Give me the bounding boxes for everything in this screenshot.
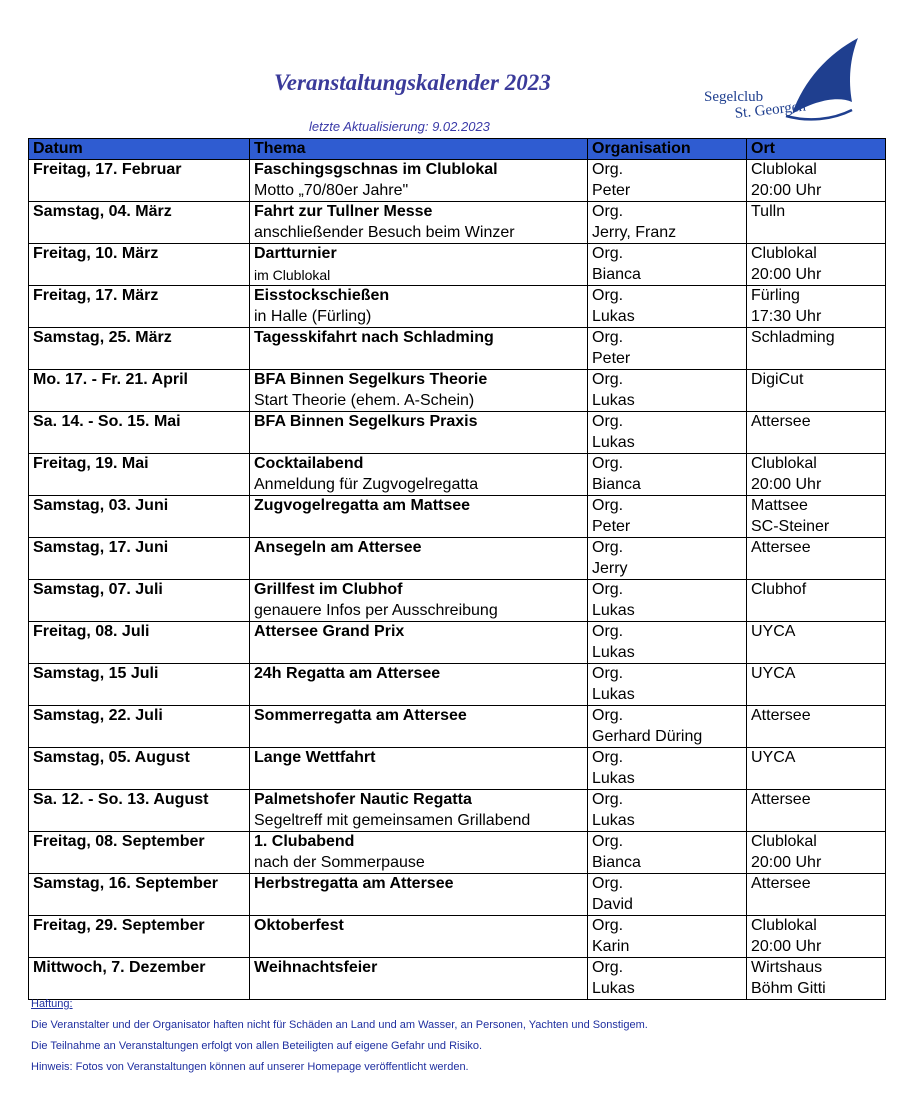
- event-date-cell: [29, 706, 250, 748]
- event-topic-cell: [250, 496, 588, 538]
- table-row: [29, 244, 886, 286]
- org-label: Org.: [592, 623, 624, 640]
- event-place-detail: [751, 895, 881, 916]
- event-date-cell: [29, 202, 250, 244]
- table-row: [29, 328, 886, 370]
- org-label: Org.: [592, 413, 624, 430]
- event-topic-detail: [254, 517, 583, 538]
- logo-text-bottom: St. Georgen: [734, 98, 807, 122]
- event-date-cell: [29, 244, 250, 286]
- event-organisation-cell: [588, 832, 747, 874]
- event-date: Samstag, 05. August: [33, 749, 190, 766]
- table-row: [29, 580, 886, 622]
- column-header-place: Ort: [747, 139, 886, 160]
- event-place-detail: SC-Steiner: [751, 517, 830, 535]
- org-name: Peter: [592, 349, 631, 367]
- logo-text-top: Segelclub: [704, 89, 764, 105]
- event-date-cell: [29, 286, 250, 328]
- table-row: [29, 286, 886, 328]
- event-place: Wirtshaus: [751, 959, 823, 976]
- event-date: Mo. 17. - Fr. 21. April: [33, 371, 188, 388]
- event-date: Freitag, 17. Februar: [33, 161, 182, 178]
- event-date: Samstag, 04. März: [33, 203, 172, 220]
- event-place-cell: [747, 454, 886, 496]
- event-date-cell: [29, 958, 250, 1000]
- event-date: Samstag, 07. Juli: [33, 581, 163, 598]
- event-topic-detail: Start Theorie (ehem. A-Schein): [254, 391, 475, 409]
- event-place: Clublokal: [751, 455, 817, 472]
- event-topic-cell: [250, 664, 588, 706]
- event-place-detail: 17:30 Uhr: [751, 307, 822, 325]
- event-date: Freitag, 19. Mai: [33, 455, 149, 472]
- event-topic-detail: [254, 559, 583, 580]
- event-organisation-cell: [588, 286, 747, 328]
- org-label: Org.: [592, 791, 624, 808]
- table-row: [29, 958, 886, 1000]
- org-name: Lukas: [592, 685, 635, 703]
- table-row: [29, 916, 886, 958]
- event-place: Clublokal: [751, 161, 817, 178]
- event-topic-cell: [250, 874, 588, 916]
- table-row: [29, 664, 886, 706]
- table-row: [29, 202, 886, 244]
- event-topic: Faschingsgschnas im Clublokal: [254, 161, 498, 178]
- org-name: Peter: [592, 517, 631, 535]
- event-topic: Fahrt zur Tullner Messe: [254, 203, 433, 220]
- event-place-cell: [747, 916, 886, 958]
- event-organisation-cell: [588, 454, 747, 496]
- table-row: [29, 538, 886, 580]
- event-topic-detail: Anmeldung für Zugvogelregatta: [254, 475, 479, 493]
- event-place-detail: [751, 685, 881, 706]
- event-place: Clublokal: [751, 833, 817, 850]
- table-row: [29, 790, 886, 832]
- event-topic-detail: [254, 727, 583, 748]
- event-topic-detail: Motto „70/80er Jahre": [254, 181, 409, 199]
- event-topic-cell: [250, 328, 588, 370]
- event-topic: Cocktailabend: [254, 455, 364, 472]
- event-place-cell: [747, 202, 886, 244]
- liability-heading: Haftung:: [31, 998, 73, 1010]
- event-place-detail: 20:00 Uhr: [751, 181, 822, 199]
- event-place-detail: [751, 391, 881, 412]
- org-name: Lukas: [592, 433, 635, 451]
- event-place: UYCA: [751, 749, 796, 766]
- event-date: Freitag, 29. September: [33, 917, 205, 934]
- event-date: Samstag, 22. Juli: [33, 707, 163, 724]
- org-name: Lukas: [592, 307, 635, 325]
- event-organisation-cell: [588, 244, 747, 286]
- event-topic: 1. Clubabend: [254, 833, 355, 850]
- event-topic-detail: [254, 937, 583, 958]
- org-name: Lukas: [592, 601, 635, 619]
- event-organisation-cell: [588, 412, 747, 454]
- org-name: Gerhard Düring: [592, 727, 703, 745]
- event-date: Samstag, 03. Juni: [33, 497, 169, 514]
- event-place-cell: [747, 706, 886, 748]
- table-header-row: [29, 139, 886, 160]
- event-place-detail: [751, 601, 881, 622]
- event-place-detail: [751, 643, 881, 664]
- event-organisation-cell: [588, 958, 747, 1000]
- org-label: Org.: [592, 581, 624, 598]
- event-place-cell: [747, 832, 886, 874]
- event-topic-detail: [254, 349, 583, 370]
- participation-text: Die Teilnahme an Veranstaltungen erfolgt von allen Beteiligten auf eigene Gefahr und Risiko.: [31, 1040, 483, 1052]
- event-place-detail: [751, 349, 881, 370]
- event-place-detail: [751, 223, 881, 244]
- event-place-detail: 20:00 Uhr: [751, 475, 822, 493]
- event-place: Clublokal: [751, 917, 817, 934]
- event-topic: Dartturnier: [254, 245, 337, 262]
- table-row: [29, 160, 886, 202]
- table-row: [29, 412, 886, 454]
- table-row: [29, 496, 886, 538]
- org-label: Org.: [592, 665, 624, 682]
- event-place-cell: [747, 622, 886, 664]
- event-place-detail: [751, 811, 881, 832]
- event-date: Sa. 12. - So. 13. August: [33, 791, 209, 808]
- event-topic-cell: [250, 160, 588, 202]
- event-date-cell: [29, 664, 250, 706]
- org-name: Lukas: [592, 979, 635, 997]
- event-date: Freitag, 08. Juli: [33, 623, 150, 640]
- org-name: Peter: [592, 181, 631, 199]
- event-date-cell: [29, 622, 250, 664]
- org-name: Jerry: [592, 559, 628, 577]
- event-topic: Grillfest im Clubhof: [254, 581, 403, 598]
- table-row: [29, 622, 886, 664]
- event-topic-detail: im Clublokal: [254, 266, 331, 283]
- event-date: Samstag, 16. September: [33, 875, 218, 892]
- org-label: Org.: [592, 539, 624, 556]
- event-place-cell: [747, 328, 886, 370]
- event-place: Mattsee: [751, 497, 808, 514]
- event-place-detail: [751, 433, 881, 454]
- event-topic-cell: [250, 790, 588, 832]
- event-topic-detail: [254, 643, 583, 664]
- event-topic-cell: [250, 202, 588, 244]
- event-topic-detail: anschließender Besuch beim Winzer: [254, 223, 515, 241]
- event-place-cell: [747, 958, 886, 1000]
- org-label: Org.: [592, 455, 624, 472]
- event-topic: Lange Wettfahrt: [254, 749, 376, 766]
- event-topic: Eisstockschießen: [254, 287, 390, 304]
- org-label: Org.: [592, 959, 624, 976]
- event-organisation-cell: [588, 328, 747, 370]
- org-name: Karin: [592, 937, 630, 955]
- event-date-cell: [29, 832, 250, 874]
- org-label: Org.: [592, 917, 624, 934]
- event-place: Attersee: [751, 875, 811, 892]
- event-topic-cell: [250, 622, 588, 664]
- event-place-detail: 20:00 Uhr: [751, 937, 822, 955]
- event-place-detail: [751, 769, 881, 790]
- org-label: Org.: [592, 833, 624, 850]
- event-topic: BFA Binnen Segelkurs Theorie: [254, 371, 488, 388]
- event-place-cell: [747, 538, 886, 580]
- event-date: Samstag, 25. März: [33, 329, 172, 346]
- club-logo: [700, 30, 865, 130]
- column-header-organisation: Organisation: [588, 139, 747, 160]
- event-topic-cell: [250, 748, 588, 790]
- event-date-cell: [29, 916, 250, 958]
- event-date: Samstag, 15 Juli: [33, 665, 159, 682]
- event-organisation-cell: [588, 496, 747, 538]
- event-place-cell: [747, 412, 886, 454]
- event-place-cell: [747, 370, 886, 412]
- event-topic-detail: nach der Sommerpause: [254, 853, 425, 871]
- photo-notice-text: Hinweis: Fotos von Veranstaltungen können auf unserer Homepage veröffentlicht werden.: [31, 1061, 469, 1073]
- event-date-cell: [29, 748, 250, 790]
- event-date: Sa. 14. - So. 15. Mai: [33, 413, 181, 430]
- event-place: Fürling: [751, 287, 800, 304]
- table-body: [29, 160, 886, 1000]
- event-place: Clubhof: [751, 581, 807, 598]
- page-title: Veranstaltungskalender 2023: [274, 70, 551, 95]
- event-topic-cell: [250, 958, 588, 1000]
- event-date: Samstag, 17. Juni: [33, 539, 169, 556]
- event-topic: Zugvogelregatta am Mattsee: [254, 497, 471, 514]
- event-place: UYCA: [751, 665, 796, 682]
- event-date-cell: [29, 874, 250, 916]
- event-organisation-cell: [588, 370, 747, 412]
- event-date-cell: [29, 454, 250, 496]
- table-row: [29, 874, 886, 916]
- event-place-cell: [747, 160, 886, 202]
- event-place-cell: [747, 664, 886, 706]
- event-organisation-cell: [588, 790, 747, 832]
- table-row: [29, 748, 886, 790]
- event-date: Freitag, 08. September: [33, 833, 205, 850]
- event-organisation-cell: [588, 202, 747, 244]
- org-name: Lukas: [592, 643, 635, 661]
- org-name: Lukas: [592, 811, 635, 829]
- event-organisation-cell: [588, 580, 747, 622]
- table-row: [29, 706, 886, 748]
- event-date: Freitag, 10. März: [33, 245, 159, 262]
- event-place-detail: 20:00 Uhr: [751, 853, 822, 871]
- event-date-cell: [29, 160, 250, 202]
- event-place-detail: [751, 727, 881, 748]
- org-label: Org.: [592, 371, 624, 388]
- event-topic: 24h Regatta am Attersee: [254, 665, 441, 682]
- event-organisation-cell: [588, 748, 747, 790]
- event-topic-detail: [254, 895, 583, 916]
- liability-text: Die Veranstalter und der Organisator haften nicht für Schäden an Land und am Wasser, an Personen, Yachten und Sonstigem.: [31, 1019, 648, 1031]
- event-organisation-cell: [588, 874, 747, 916]
- event-place-cell: [747, 874, 886, 916]
- event-topic-detail: [254, 979, 583, 1000]
- event-place-cell: [747, 244, 886, 286]
- event-date-cell: [29, 496, 250, 538]
- event-date-cell: [29, 328, 250, 370]
- event-topic-cell: [250, 412, 588, 454]
- event-organisation-cell: [588, 706, 747, 748]
- org-label: Org.: [592, 287, 624, 304]
- event-topic-detail: [254, 769, 583, 790]
- event-place-cell: [747, 748, 886, 790]
- org-name: Bianca: [592, 265, 641, 283]
- event-place: UYCA: [751, 623, 796, 640]
- event-place: Attersee: [751, 539, 811, 556]
- event-organisation-cell: [588, 538, 747, 580]
- table-row: [29, 454, 886, 496]
- event-calendar-table: [28, 138, 886, 1000]
- event-topic-cell: [250, 538, 588, 580]
- event-topic: Sommerregatta am Attersee: [254, 707, 467, 724]
- org-name: Lukas: [592, 769, 635, 787]
- event-place: Attersee: [751, 413, 811, 430]
- event-date-cell: [29, 580, 250, 622]
- org-label: Org.: [592, 497, 624, 514]
- org-label: Org.: [592, 203, 624, 220]
- event-organisation-cell: [588, 664, 747, 706]
- event-place-detail: Böhm Gitti: [751, 979, 826, 997]
- event-topic-cell: [250, 454, 588, 496]
- column-header-date: Datum: [29, 139, 250, 160]
- event-date-cell: [29, 538, 250, 580]
- org-label: Org.: [592, 875, 624, 892]
- event-topic-cell: [250, 916, 588, 958]
- event-place: Attersee: [751, 791, 811, 808]
- table-row: [29, 370, 886, 412]
- event-place: Schladming: [751, 329, 835, 346]
- event-date-cell: [29, 370, 250, 412]
- event-place: Attersee: [751, 707, 811, 724]
- event-place: Tulln: [751, 203, 786, 220]
- event-topic-cell: [250, 286, 588, 328]
- event-organisation-cell: [588, 160, 747, 202]
- event-topic: Palmetshofer Nautic Regatta: [254, 791, 472, 808]
- event-topic-cell: [250, 244, 588, 286]
- event-organisation-cell: [588, 622, 747, 664]
- event-topic: Tagesskifahrt nach Schladming: [254, 329, 494, 346]
- event-date: Mittwoch, 7. Dezember: [33, 959, 206, 976]
- event-topic-cell: [250, 832, 588, 874]
- org-label: Org.: [592, 245, 624, 262]
- event-topic: Herbstregatta am Attersee: [254, 875, 454, 892]
- event-topic-detail: [254, 685, 583, 706]
- event-topic: Ansegeln am Attersee: [254, 539, 422, 556]
- event-organisation-cell: [588, 916, 747, 958]
- column-header-topic: Thema: [250, 139, 588, 160]
- event-place-detail: [751, 559, 881, 580]
- event-place-cell: [747, 286, 886, 328]
- event-topic: Weihnachtsfeier: [254, 959, 378, 976]
- event-topic: Attersee Grand Prix: [254, 623, 405, 640]
- event-topic: Oktoberfest: [254, 917, 344, 934]
- event-place-cell: [747, 580, 886, 622]
- event-date: Freitag, 17. März: [33, 287, 159, 304]
- event-topic-detail: [254, 433, 583, 454]
- event-place: Clublokal: [751, 245, 817, 262]
- event-topic-detail: Segeltreff mit gemeinsamen Grillabend: [254, 811, 531, 829]
- org-name: Bianca: [592, 853, 641, 871]
- event-place: DigiCut: [751, 371, 804, 388]
- event-date-cell: [29, 790, 250, 832]
- event-topic-cell: [250, 580, 588, 622]
- last-update-text: letzte Aktualisierung: 9.02.2023: [309, 119, 490, 134]
- org-label: Org.: [592, 329, 624, 346]
- event-date-cell: [29, 412, 250, 454]
- event-place-cell: [747, 496, 886, 538]
- event-topic-detail: in Halle (Fürling): [254, 307, 372, 325]
- event-place-cell: [747, 790, 886, 832]
- table-row: [29, 832, 886, 874]
- org-name: Jerry, Franz: [592, 223, 677, 241]
- event-topic: BFA Binnen Segelkurs Praxis: [254, 413, 478, 430]
- org-name: David: [592, 895, 633, 913]
- org-label: Org.: [592, 161, 624, 178]
- event-topic-cell: [250, 370, 588, 412]
- org-name: Bianca: [592, 475, 641, 493]
- org-label: Org.: [592, 707, 624, 724]
- event-topic-cell: [250, 706, 588, 748]
- event-topic-detail: genauere Infos per Ausschreibung: [254, 601, 498, 619]
- org-label: Org.: [592, 749, 624, 766]
- event-place-detail: 20:00 Uhr: [751, 265, 822, 283]
- org-name: Lukas: [592, 391, 635, 409]
